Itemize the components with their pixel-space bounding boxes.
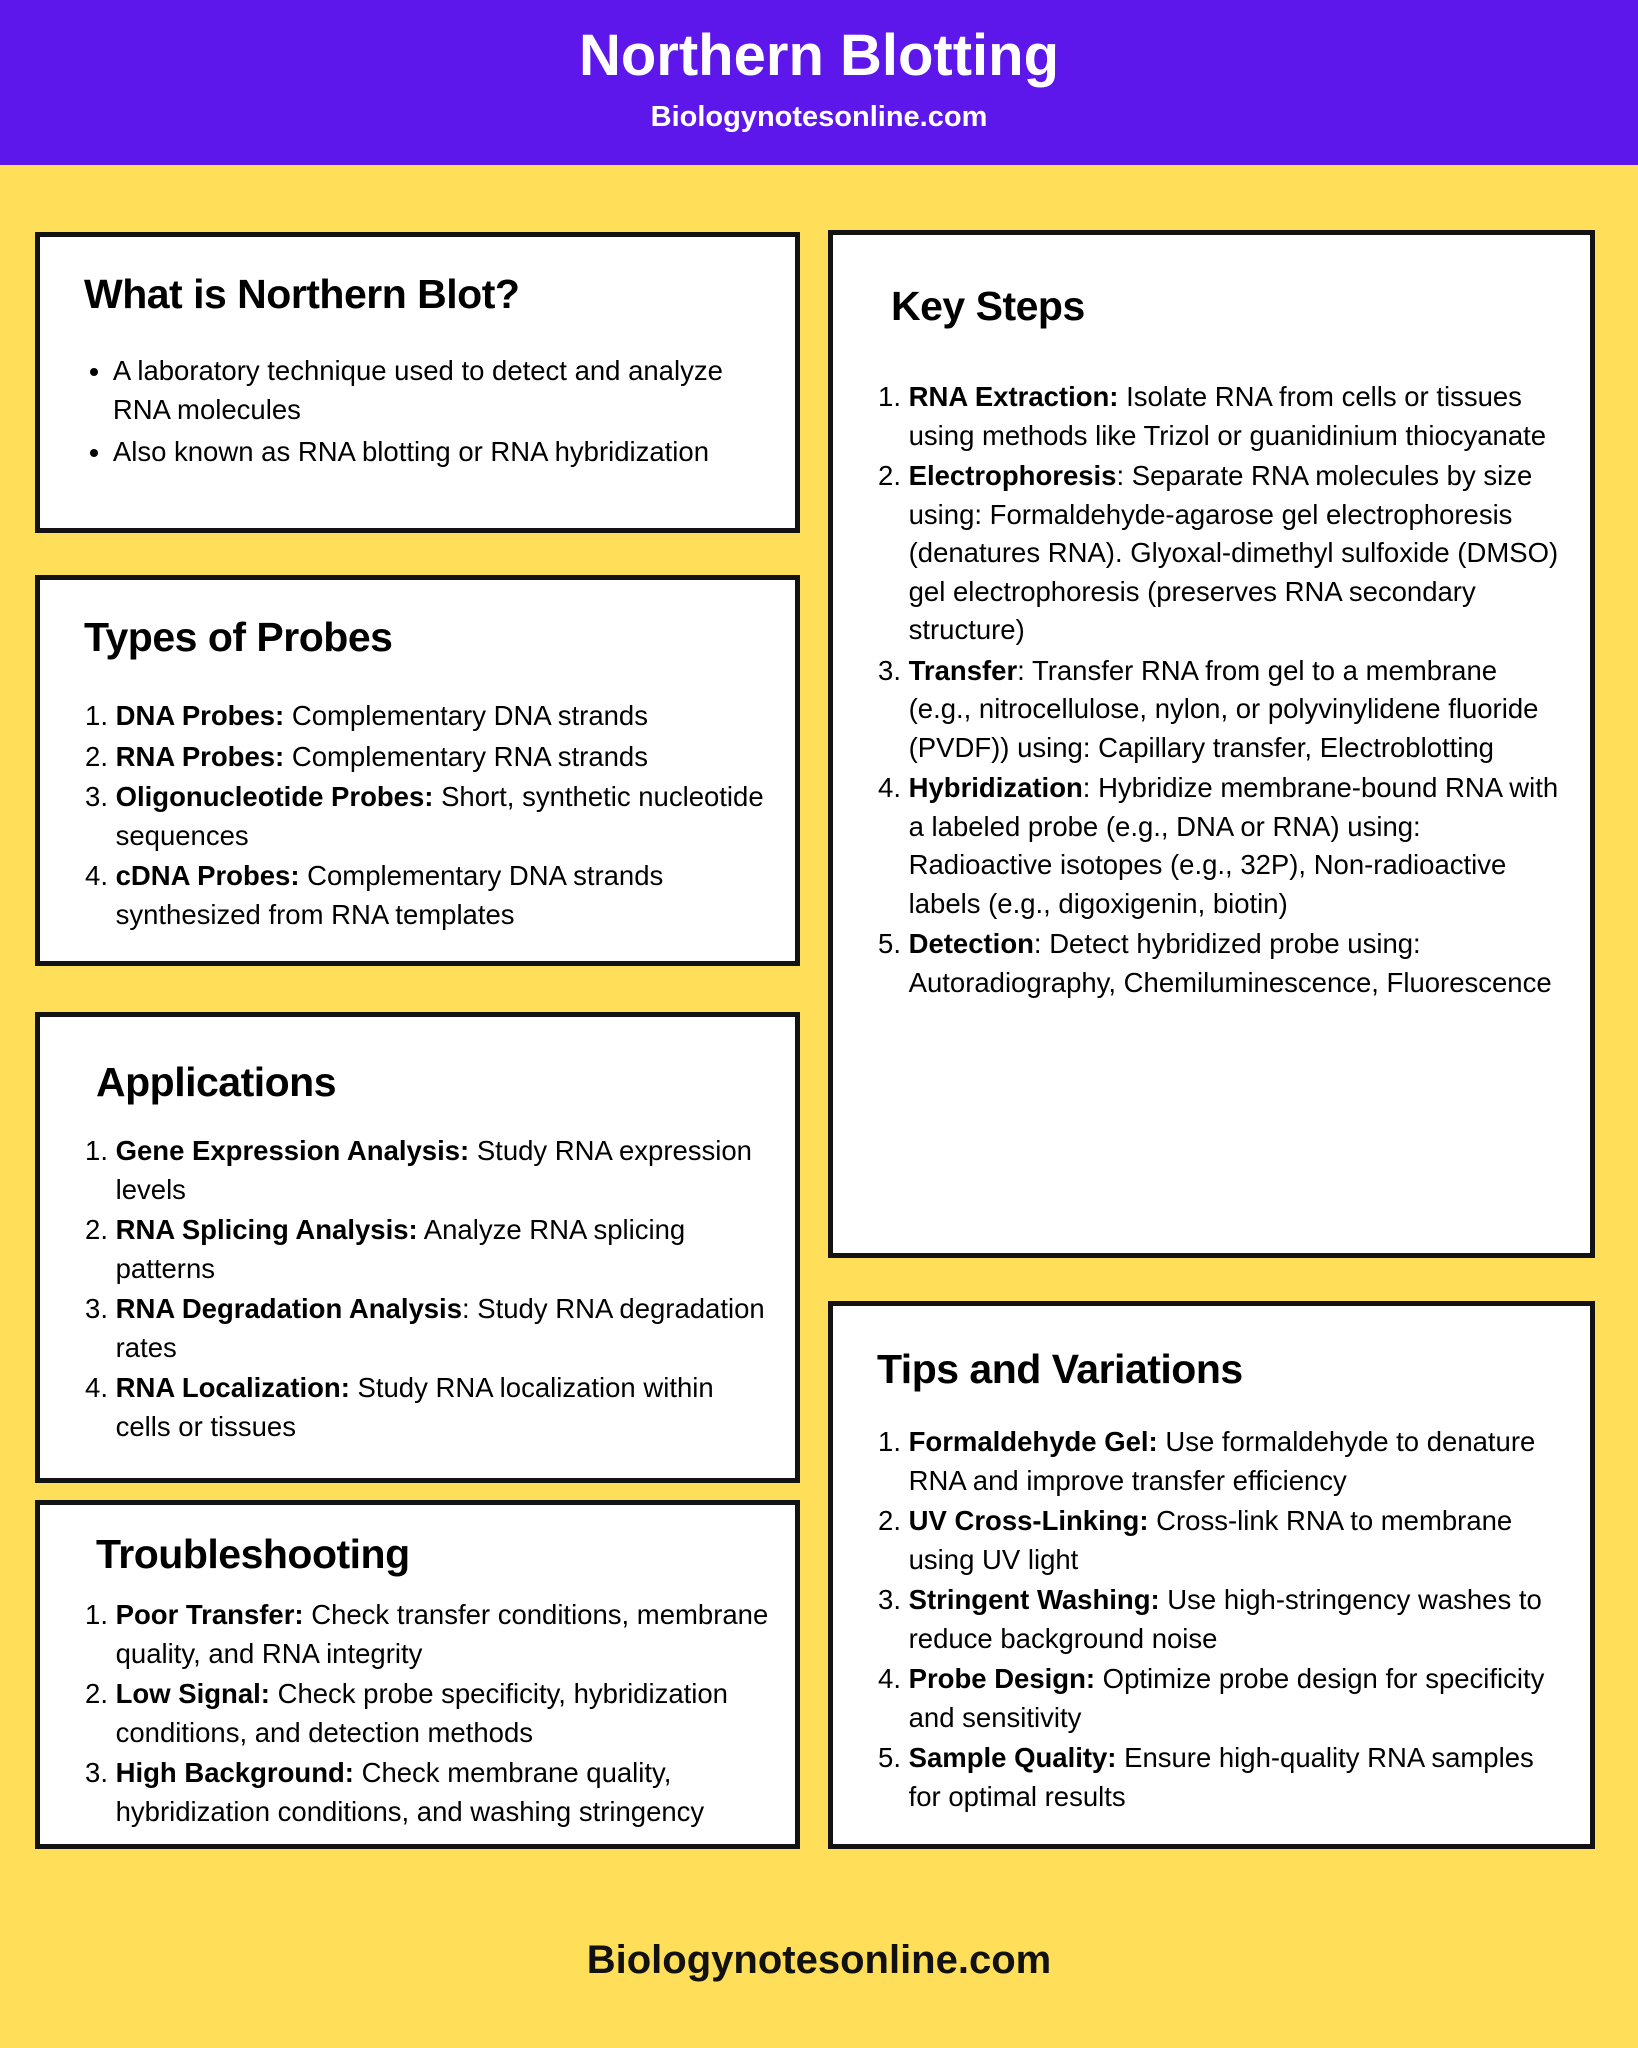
list-item xyxy=(116,1290,771,1367)
list-item xyxy=(909,378,1566,455)
section-title: Applications xyxy=(96,1059,337,1105)
term-description: Cross-link RNA to membrane using UV light xyxy=(908,1505,1513,1575)
term-description: : Separate RNA molecules by size using: Formaldehyde-agarose gel electrophoresis (denatures RNA). Glyoxal-dimethyl sulfoxide (DMSO) gel electrophoresis (preserves RNA secondary structure) xyxy=(908,460,1559,645)
section-title: Key Steps xyxy=(891,283,1085,329)
list-item xyxy=(909,1581,1566,1658)
list-item xyxy=(909,925,1566,1002)
term-label: RNA Degradation Analysis xyxy=(115,1293,462,1324)
list-item xyxy=(116,738,771,777)
term-description: Complementary RNA strands xyxy=(284,740,648,772)
term-description: Complementary DNA strands synthesized from RNA templates xyxy=(115,860,664,930)
term-description: : Transfer RNA from gel to a membrane (e.g., nitrocellulose, nylon, or polyvinylidene fluoride (PVDF)) using: Capillary transfer, Electroblotting xyxy=(908,654,1539,763)
footer-site-name: Biologynotesonline.com xyxy=(586,1938,1052,1982)
term-label: Electrophoresis xyxy=(908,460,1117,491)
section-what-is-northern-blot xyxy=(35,232,800,533)
term-description: Use high-stringency washes to reduce background noise xyxy=(908,1584,1542,1654)
term-description: Check probe specificity, hybridization conditions, and detection methods xyxy=(115,1678,728,1748)
section-troubleshooting xyxy=(35,1500,800,1849)
section-title: What is Northern Blot? xyxy=(84,271,520,317)
term-description: Check membrane quality, hybridization conditions, and washing stringency xyxy=(115,1757,705,1827)
header-site-name: Biologynotesonline.com xyxy=(650,101,988,133)
list-item xyxy=(909,1423,1566,1500)
section-types-of-probes xyxy=(35,575,800,966)
term-description: Short, synthetic nucleotide sequences xyxy=(115,781,764,851)
term-label: Gene Expression Analysis: xyxy=(115,1135,470,1166)
numbered-list xyxy=(84,1596,771,1831)
term-label: Formaldehyde Gel: xyxy=(908,1426,1158,1457)
list-item xyxy=(116,1675,771,1752)
term-description: Complementary DNA strands xyxy=(284,700,648,731)
term-label: Probe Design: xyxy=(908,1663,1096,1694)
list-item xyxy=(909,652,1566,768)
list-item xyxy=(116,697,771,736)
term-label: cDNA Probes: xyxy=(115,860,300,891)
numbered-list xyxy=(877,378,1566,1002)
section-title: Tips and Variations xyxy=(877,1346,1243,1392)
term-label: UV Cross-Linking: xyxy=(908,1505,1149,1536)
term-label: Transfer xyxy=(908,654,1018,686)
term-description: : Detect hybridized probe using: Autoradiography, Chemiluminescence, Fluorescence xyxy=(908,928,1552,998)
term-description: Check transfer conditions, membrane quality, and RNA integrity xyxy=(115,1599,769,1669)
term-description: Study RNA localization within cells or tissues xyxy=(115,1372,714,1442)
list-item xyxy=(909,769,1566,923)
list-item: • A laboratory technique used to detect and analyze RNA molecules xyxy=(113,352,771,429)
list-item xyxy=(909,1739,1566,1816)
term-description: : Hybridize membrane-bound RNA with a labeled probe (e.g., DNA or RNA) using: Radioactive isotopes (e.g., 32P), Non-radioactive labels (e.g., digoxigenin, biotin) xyxy=(908,772,1559,919)
list-item xyxy=(116,857,771,934)
list-item xyxy=(116,1754,771,1831)
term-label: Detection xyxy=(908,928,1034,959)
section-title: Troubleshooting xyxy=(96,1531,410,1577)
bullet-list xyxy=(84,352,771,472)
list-item xyxy=(116,778,771,855)
list-item: • Also known as RNA blotting or RNA hybridization xyxy=(113,433,771,472)
term-label: Stringent Washing: xyxy=(908,1584,1160,1615)
term-description: Ensure high-quality RNA samples for optimal results xyxy=(908,1742,1534,1812)
section-title: Types of Probes xyxy=(84,614,393,660)
term-description: Optimize probe design for specificity and sensitivity xyxy=(908,1663,1545,1733)
list-item xyxy=(116,1596,771,1673)
term-label: Low Signal: xyxy=(115,1678,270,1709)
section-tips-and-variations xyxy=(828,1301,1595,1849)
term-label: Poor Transfer: xyxy=(115,1599,304,1630)
term-description: Analyze RNA splicing patterns xyxy=(115,1214,686,1284)
term-description: : Study RNA degradation rates xyxy=(115,1293,765,1363)
list-item xyxy=(116,1369,771,1446)
page-title: Northern Blotting xyxy=(578,23,1060,88)
term-label: High Background: xyxy=(115,1757,354,1788)
section-key-steps xyxy=(828,230,1595,1258)
list-item xyxy=(909,1502,1566,1579)
term-label: DNA Probes: xyxy=(115,700,285,731)
list-item xyxy=(116,1211,771,1288)
section-applications xyxy=(35,1012,800,1483)
numbered-list xyxy=(84,697,771,934)
term-label: Oligonucleotide Probes: xyxy=(115,781,434,812)
term-label: Hybridization xyxy=(908,772,1083,803)
term-label: RNA Extraction: xyxy=(908,381,1119,412)
numbered-list xyxy=(877,1423,1566,1816)
term-label: RNA Probes: xyxy=(115,740,285,772)
term-description: Study RNA expression levels xyxy=(115,1135,752,1205)
term-label: Sample Quality: xyxy=(908,1742,1117,1773)
term-label: RNA Localization: xyxy=(115,1372,350,1403)
term-description: Isolate RNA from cells or tissues using methods like Trizol or guanidinium thiocyanate xyxy=(908,381,1547,451)
list-item xyxy=(116,1132,771,1209)
list-item xyxy=(909,1660,1566,1737)
list-item xyxy=(909,457,1566,650)
term-description: Use formaldehyde to denature RNA and improve transfer efficiency xyxy=(908,1426,1536,1496)
header-banner xyxy=(0,0,1638,165)
numbered-list xyxy=(84,1132,771,1446)
term-label: RNA Splicing Analysis: xyxy=(115,1214,418,1245)
